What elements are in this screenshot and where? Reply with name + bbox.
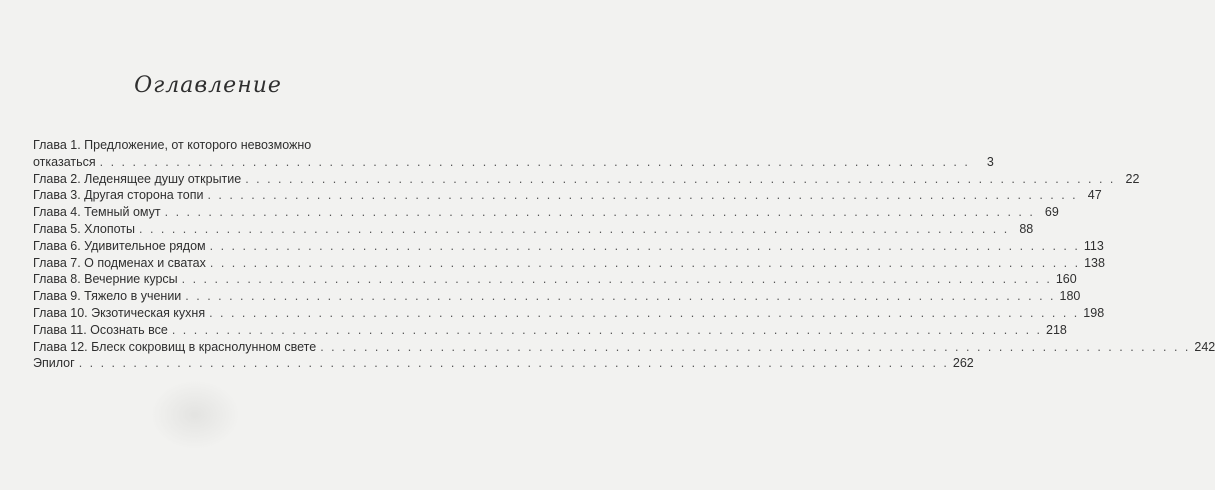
- dot-leader: . . . . . . . . . . . . . . . . . . . . . . . . . . . . . . . . . . . . . . . . . . . . . . . . . . . . . . . . . . . . . . . . . . . . . . . . . . . . . . . .: [209, 238, 1080, 253]
- toc-entry-title: Глава 3. Другая сторона топи: [33, 188, 204, 203]
- toc-entry-page-number: 198: [1083, 305, 1105, 320]
- toc-entry-line: [33, 221, 1034, 238]
- toc-entry-title: Глава 6. Удивительное рядом: [33, 238, 206, 253]
- toc-entry: [33, 238, 1104, 255]
- toc-entry-title: Глава 8. Вечерние курсы: [33, 272, 178, 287]
- toc-entry-title: Глава 5. Хлопоты: [33, 221, 136, 236]
- toc-entry-title: Глава 9. Тяжело в учении: [33, 289, 182, 304]
- toc-entry-title: Глава 7. О подменах и сватах: [33, 255, 206, 270]
- toc-entry-line: [33, 154, 994, 171]
- toc-entry-line: [33, 204, 1059, 221]
- dot-leader: . . . . . . . . . . . . . . . . . . . . . . . . . . . . . . . . . . . . . . . . . . . . . . . . . . . . . . . . . . . . . . . . . . . . . . . . . . . . . . . .: [245, 171, 1116, 186]
- dot-leader: . . . . . . . . . . . . . . . . . . . . . . . . . . . . . . . . . . . . . . . . . . . . . . . . . . . . . . . . . . . . . . . . . . . . . . . . . . . . . . . .: [181, 272, 1052, 287]
- toc-entry-line: [33, 255, 1105, 272]
- toc-entry-page-number: 22: [1125, 171, 1140, 186]
- toc-entry: [33, 187, 1102, 204]
- toc-entry-page-number: 69: [1044, 205, 1059, 220]
- dot-leader: . . . . . . . . . . . . . . . . . . . . . . . . . . . . . . . . . . . . . . . . . . . . . . . . . . . . . . . . . . . . . . . . . . . . . . . . . . . . . . . .: [320, 339, 1191, 354]
- toc-entry: [33, 322, 1067, 339]
- toc-title: Оглавление: [134, 73, 282, 98]
- toc-entry-title: Глава 11. Осознать все: [33, 322, 168, 337]
- toc-entry: [33, 355, 974, 372]
- toc-entry-line: [33, 288, 1081, 305]
- toc-entry-title: Эпилог: [33, 356, 75, 371]
- toc-entry-page-number: 88: [1019, 221, 1034, 236]
- toc-entry-line: [33, 339, 1215, 356]
- toc-entry-page-number: 113: [1083, 238, 1104, 253]
- dot-leader: . . . . . . . . . . . . . . . . . . . . . . . . . . . . . . . . . . . . . . . . . . . . . . . . . . . . . . . . . . . . . . . . . . . . . . . . . . . . . . . .: [139, 221, 1010, 236]
- toc-entry-page-number: 262: [952, 356, 974, 371]
- toc-entry: [33, 288, 1081, 305]
- dot-leader: . . . . . . . . . . . . . . . . . . . . . . . . . . . . . . . . . . . . . . . . . . . . . . . . . . . . . . . . . . . . . . . . . . . . . . . . . . . . . . . .: [185, 289, 1056, 304]
- toc-entry-title: Глава 2. Леденящее душу открытие: [33, 171, 242, 186]
- toc-entry-page-number: 3: [986, 154, 994, 169]
- toc-entry-title: Глава 12. Блеск сокровищ в краснолунном свете: [33, 339, 317, 354]
- toc-entry-title: отказаться: [33, 154, 96, 169]
- toc-entry-page-number: 138: [1084, 255, 1105, 270]
- dot-leader: . . . . . . . . . . . . . . . . . . . . . . . . . . . . . . . . . . . . . . . . . . . . . . . . . . . . . . . . . . . . . . . . . . . . . . . . . . . . . . . .: [164, 205, 1035, 220]
- toc-entry-page-number: 242: [1194, 339, 1215, 354]
- toc-entry: [33, 171, 1140, 188]
- toc-entry: [33, 305, 1105, 322]
- toc-entry: [33, 221, 1034, 238]
- toc-entry-page-number: 218: [1046, 322, 1067, 337]
- toc-entry-line: [33, 238, 1104, 255]
- toc-entry: [33, 271, 1077, 288]
- toc-entry-line: [33, 187, 1102, 204]
- dot-leader: . . . . . . . . . . . . . . . . . . . . . . . . . . . . . . . . . . . . . . . . . . . . . . . . . . . . . . . . . . . . . . . . . . . . . . . . . . . . . . . .: [99, 154, 970, 169]
- toc-entry-page-number: 47: [1087, 188, 1102, 203]
- toc-entry: [33, 204, 1059, 221]
- toc-entry-line: [33, 355, 974, 372]
- table-of-contents: [33, 137, 1215, 372]
- toc-entry-page-number: 160: [1055, 272, 1077, 287]
- toc-entry-line: [33, 322, 1067, 339]
- toc-entry: [33, 339, 1215, 356]
- dot-leader: . . . . . . . . . . . . . . . . . . . . . . . . . . . . . . . . . . . . . . . . . . . . . . . . . . . . . . . . . . . . . . . . . . . . . . . . . . . . . . . .: [171, 322, 1043, 337]
- toc-entry-first-line: Глава 1. Предложение, от которого невозможно: [33, 138, 312, 152]
- toc-entry-title: Глава 4. Темный омут: [33, 205, 161, 220]
- toc-entry-line: [33, 271, 1077, 288]
- paper-stain: [150, 380, 240, 450]
- toc-entry-title: Глава 10. Экзотическая кухня: [33, 305, 206, 320]
- dot-leader: . . . . . . . . . . . . . . . . . . . . . . . . . . . . . . . . . . . . . . . . . . . . . . . . . . . . . . . . . . . . . . . . . . . . . . . . . . . . . . . .: [78, 356, 949, 371]
- toc-entry: [33, 255, 1105, 272]
- toc-entry-line: [33, 171, 1140, 188]
- toc-entry-line: [33, 305, 1105, 322]
- toc-entry: [33, 137, 994, 171]
- dot-leader: . . . . . . . . . . . . . . . . . . . . . . . . . . . . . . . . . . . . . . . . . . . . . . . . . . . . . . . . . . . . . . . . . . . . . . . . . . . . . . . .: [207, 188, 1078, 203]
- dot-leader: . . . . . . . . . . . . . . . . . . . . . . . . . . . . . . . . . . . . . . . . . . . . . . . . . . . . . . . . . . . . . . . . . . . . . . . . . . . . . . . .: [209, 255, 1081, 270]
- dot-leader: . . . . . . . . . . . . . . . . . . . . . . . . . . . . . . . . . . . . . . . . . . . . . . . . . . . . . . . . . . . . . . . . . . . . . . . . . . . . . . . .: [209, 305, 1080, 320]
- toc-entry-page-number: 180: [1059, 289, 1081, 304]
